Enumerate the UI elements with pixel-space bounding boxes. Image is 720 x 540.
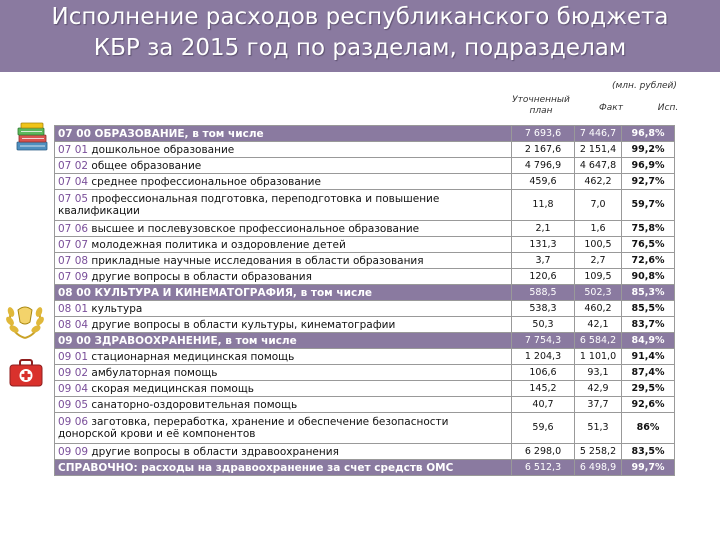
row-name-cell bbox=[55, 158, 512, 174]
row-name-cell bbox=[55, 460, 512, 476]
row-pct: 76,5% bbox=[622, 237, 675, 253]
row-name: молодежная политика и оздоровление детей bbox=[91, 238, 346, 251]
table-row bbox=[55, 397, 675, 413]
row-name: прикладные научные исследования в области образования bbox=[91, 254, 424, 267]
row-fact: 42,1 bbox=[575, 317, 622, 333]
row-plan: 120,6 bbox=[512, 269, 575, 285]
section-row bbox=[55, 460, 675, 476]
row-fact: 1,6 bbox=[575, 221, 622, 237]
row-name: среднее профессиональное образование bbox=[91, 175, 321, 188]
row-name-cell bbox=[55, 444, 512, 460]
row-fact: 5 258,2 bbox=[575, 444, 622, 460]
row-name-cell bbox=[55, 237, 512, 253]
row-fact: 2,7 bbox=[575, 253, 622, 269]
row-name: другие вопросы в области образования bbox=[91, 270, 312, 283]
row-name-cell bbox=[55, 365, 512, 381]
row-pct: 86% bbox=[622, 413, 675, 444]
table-row bbox=[55, 413, 675, 444]
row-fact: 109,5 bbox=[575, 269, 622, 285]
row-pct: 84,9% bbox=[622, 333, 675, 349]
row-name-cell bbox=[55, 413, 512, 444]
row-code: 09 01 bbox=[58, 350, 89, 363]
units-label: (млн. рублей) bbox=[612, 81, 677, 91]
row-pct: 91,4% bbox=[622, 349, 675, 365]
row-code: 08 01 bbox=[58, 302, 89, 315]
row-pct: 96,8% bbox=[622, 126, 675, 142]
row-plan: 459,6 bbox=[512, 174, 575, 190]
row-code: 07 08 bbox=[58, 254, 89, 267]
row-code: 07 04 bbox=[58, 175, 89, 188]
row-name-cell bbox=[55, 190, 512, 221]
row-fact: 100,5 bbox=[575, 237, 622, 253]
row-fact: 42,9 bbox=[575, 381, 622, 397]
row-pct: 96,9% bbox=[622, 158, 675, 174]
row-name-cell bbox=[55, 126, 512, 142]
row-pct: 99,2% bbox=[622, 142, 675, 158]
row-fact: 462,2 bbox=[575, 174, 622, 190]
row-fact: 51,3 bbox=[575, 413, 622, 444]
row-name: КУЛЬТУРА И КИНЕМАТОГРАФИЯ, в том числе bbox=[94, 286, 373, 299]
row-pct: 29,5% bbox=[622, 381, 675, 397]
row-code: 09 05 bbox=[58, 398, 89, 411]
row-code: 07 02 bbox=[58, 159, 89, 172]
budget-table bbox=[54, 125, 675, 476]
row-name: высшее и послевузовское профессиональное образование bbox=[91, 222, 420, 235]
table-row bbox=[55, 221, 675, 237]
row-plan: 588,5 bbox=[512, 285, 575, 301]
row-name-cell bbox=[55, 317, 512, 333]
header-plan-line-1: Уточненный bbox=[512, 95, 570, 105]
row-plan: 6 512,3 bbox=[512, 460, 575, 476]
row-code: 07 07 bbox=[58, 238, 89, 251]
table-row bbox=[55, 253, 675, 269]
table-row bbox=[55, 158, 675, 174]
row-code: 09 02 bbox=[58, 366, 89, 379]
section-row bbox=[55, 285, 675, 301]
table-row bbox=[55, 381, 675, 397]
row-plan: 7 693,6 bbox=[512, 126, 575, 142]
row-code: 08 04 bbox=[58, 318, 89, 331]
row-name: дошкольное образование bbox=[91, 143, 235, 156]
table-row bbox=[55, 317, 675, 333]
table-row bbox=[55, 190, 675, 221]
row-fact: 502,3 bbox=[575, 285, 622, 301]
row-pct: 59,7% bbox=[622, 190, 675, 221]
row-fact: 1 101,0 bbox=[575, 349, 622, 365]
header-plan bbox=[506, 95, 576, 117]
row-name-cell bbox=[55, 333, 512, 349]
row-name: скорая медицинская помощь bbox=[91, 382, 254, 395]
row-name: заготовка, переработка, хранение и обеспечение безопасности донорской крови и её компонентов bbox=[58, 416, 449, 440]
row-name: общее образование bbox=[91, 159, 202, 172]
row-plan: 50,3 bbox=[512, 317, 575, 333]
row-pct: 92,6% bbox=[622, 397, 675, 413]
row-code: 07 09 bbox=[58, 270, 89, 283]
title-line-2: КБР за 2015 год по разделам, подразделам bbox=[93, 35, 627, 61]
row-name-cell bbox=[55, 221, 512, 237]
row-plan: 1 204,3 bbox=[512, 349, 575, 365]
row-pct: 92,7% bbox=[622, 174, 675, 190]
row-plan: 59,6 bbox=[512, 413, 575, 444]
row-pct: 72,6% bbox=[622, 253, 675, 269]
row-pct: 87,4% bbox=[622, 365, 675, 381]
row-fact: 7 446,7 bbox=[575, 126, 622, 142]
row-pct: 99,7% bbox=[622, 460, 675, 476]
row-code: 09 00 bbox=[58, 334, 91, 347]
row-pct: 83,5% bbox=[622, 444, 675, 460]
row-plan: 6 298,0 bbox=[512, 444, 575, 460]
row-name: другие вопросы в области культуры, кинематографии bbox=[91, 318, 396, 331]
row-name-cell bbox=[55, 269, 512, 285]
row-name: ЗДРАВООХРАНЕНИЕ, в том числе bbox=[94, 334, 297, 347]
row-fact: 2 151,4 bbox=[575, 142, 622, 158]
row-name-cell bbox=[55, 142, 512, 158]
row-plan: 538,3 bbox=[512, 301, 575, 317]
row-name-cell bbox=[55, 349, 512, 365]
row-fact: 93,1 bbox=[575, 365, 622, 381]
row-pct: 85,5% bbox=[622, 301, 675, 317]
books-icon bbox=[14, 122, 50, 152]
table-row bbox=[55, 444, 675, 460]
row-name: другие вопросы в области здравоохранения bbox=[91, 445, 339, 458]
row-plan: 2,1 bbox=[512, 221, 575, 237]
row-plan: 106,6 bbox=[512, 365, 575, 381]
row-plan: 2 167,6 bbox=[512, 142, 575, 158]
row-pct: 83,7% bbox=[622, 317, 675, 333]
row-name-cell bbox=[55, 397, 512, 413]
row-pct: 90,8% bbox=[622, 269, 675, 285]
page-title bbox=[0, 2, 720, 64]
row-name-cell bbox=[55, 301, 512, 317]
row-code: 07 01 bbox=[58, 143, 89, 156]
row-fact: 6 498,9 bbox=[575, 460, 622, 476]
title-line-1: Исполнение расходов республиканского бюджета bbox=[51, 4, 669, 30]
row-code: 07 05 bbox=[58, 193, 89, 205]
row-plan: 40,7 bbox=[512, 397, 575, 413]
row-plan: 4 796,9 bbox=[512, 158, 575, 174]
row-pct: 75,8% bbox=[622, 221, 675, 237]
laurel-icon bbox=[4, 298, 46, 342]
row-fact: 7,0 bbox=[575, 190, 622, 221]
table-row bbox=[55, 269, 675, 285]
row-name: СПРАВОЧНО: расходы на здравоохранение за счет средств ОМС bbox=[58, 461, 454, 474]
row-name: амбулаторная помощь bbox=[91, 366, 218, 379]
row-pct: 85,3% bbox=[622, 285, 675, 301]
row-code: 07 00 bbox=[58, 127, 91, 140]
header-plan-line-2: план bbox=[529, 106, 553, 116]
header-pct: Исп. bbox=[657, 103, 679, 113]
table-row bbox=[55, 349, 675, 365]
table-row bbox=[55, 142, 675, 158]
section-row bbox=[55, 126, 675, 142]
row-code: 07 06 bbox=[58, 222, 89, 235]
row-plan: 3,7 bbox=[512, 253, 575, 269]
row-name: санаторно-оздоровительная помощь bbox=[91, 398, 298, 411]
row-plan: 145,2 bbox=[512, 381, 575, 397]
first-aid-kit-icon bbox=[8, 358, 44, 388]
row-name: ОБРАЗОВАНИЕ, в том числе bbox=[94, 127, 264, 140]
row-name: культура bbox=[91, 302, 143, 315]
row-code: 09 06 bbox=[58, 416, 89, 428]
table-row bbox=[55, 237, 675, 253]
row-fact: 6 584,2 bbox=[575, 333, 622, 349]
table-row bbox=[55, 301, 675, 317]
section-row bbox=[55, 333, 675, 349]
row-name-cell bbox=[55, 381, 512, 397]
row-name-cell bbox=[55, 285, 512, 301]
row-plan: 7 754,3 bbox=[512, 333, 575, 349]
row-name-cell bbox=[55, 174, 512, 190]
row-name-cell bbox=[55, 253, 512, 269]
row-plan: 11,8 bbox=[512, 190, 575, 221]
row-fact: 4 647,8 bbox=[575, 158, 622, 174]
header-fact: Факт bbox=[599, 103, 623, 113]
row-code: 09 04 bbox=[58, 382, 89, 395]
row-fact: 460,2 bbox=[575, 301, 622, 317]
table-row bbox=[55, 174, 675, 190]
table-row bbox=[55, 365, 675, 381]
row-fact: 37,7 bbox=[575, 397, 622, 413]
row-code: 08 00 bbox=[58, 286, 91, 299]
row-name: стационарная медицинская помощь bbox=[91, 350, 295, 363]
row-code: 09 09 bbox=[58, 445, 89, 458]
row-name: профессиональная подготовка, переподготовка и повышение квалификации bbox=[58, 193, 440, 217]
row-plan: 131,3 bbox=[512, 237, 575, 253]
